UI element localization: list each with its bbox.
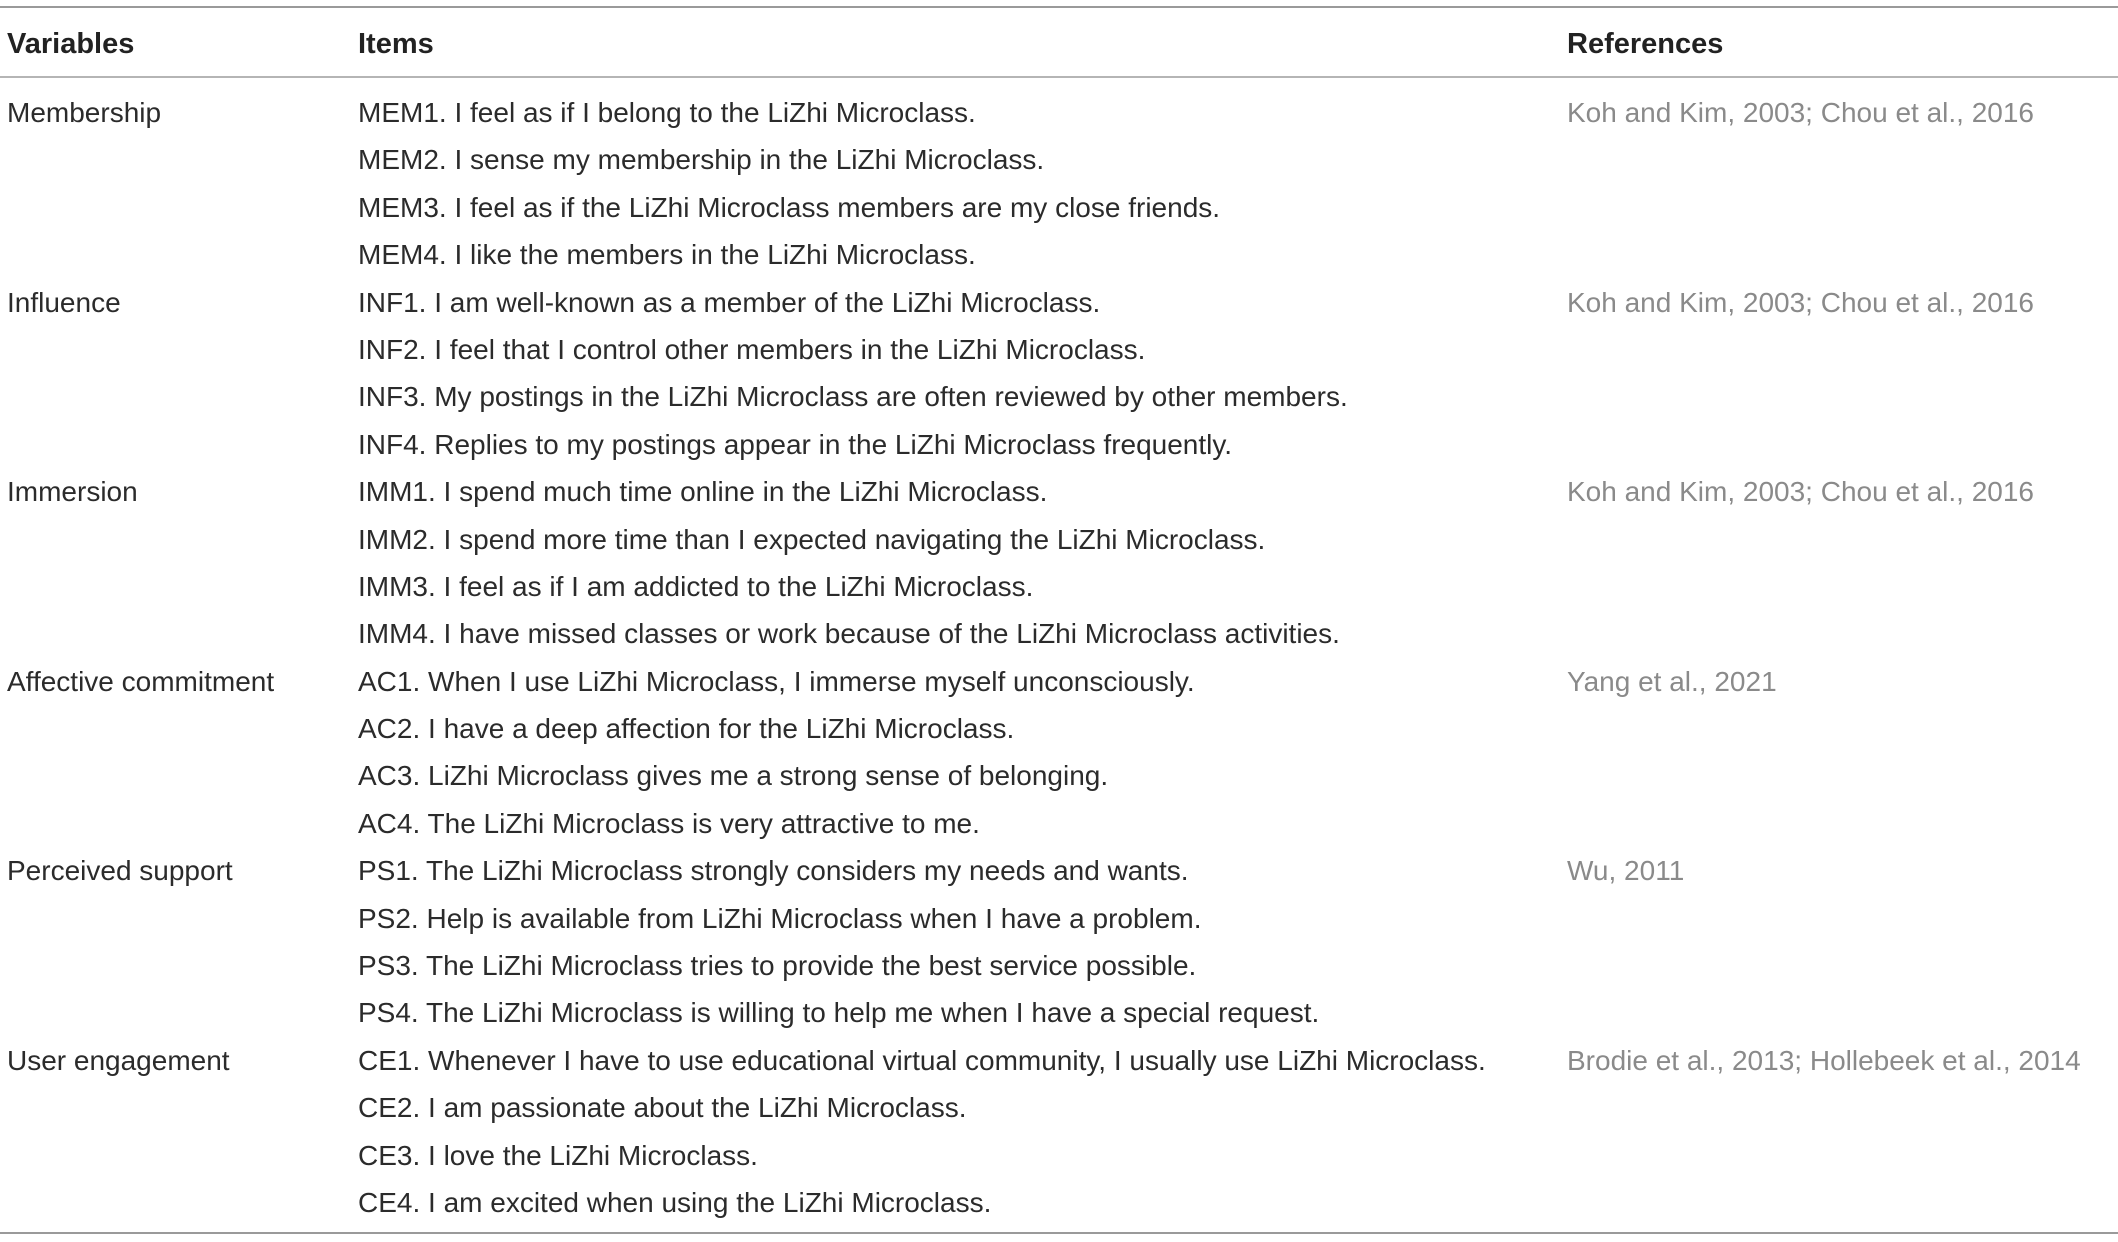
table-row [0,190,2118,237]
item-cell: PS1. The LiZhi Microclass strongly considers my needs and wants. [358,855,1189,887]
table-row [0,285,2118,332]
table-row [0,332,2118,379]
reference-link[interactable]: Chou et al., 2016 [1812,97,2034,128]
table-row [0,379,2118,426]
table-row [0,142,2118,189]
header-variables: Variables [7,28,135,60]
table-row [0,1185,2118,1232]
table-bottom-rule [0,1232,2118,1234]
item-cell: CE1. Whenever I have to use educational virtual community, I usually use LiZhi Microclass. [358,1044,1486,1076]
table-row [0,1090,2118,1137]
table-row [0,1138,2118,1185]
item-cell: MEM4. I like the members in the LiZhi Microclass. [358,239,976,271]
variable-cell: Affective commitment [7,665,275,697]
table-row [0,95,2118,142]
table-row [0,758,2118,805]
item-cell: MEM2. I sense my membership in the LiZhi Microclass. [358,144,1045,176]
item-cell: CE4. I am excited when using the LiZhi Microclass. [358,1186,992,1218]
table-row [0,995,2118,1042]
reference-link[interactable]: Koh and Kim, 2003 [1567,476,1806,508]
reference-link[interactable]: Yang et al., 2021 [1567,665,1777,697]
reference-link[interactable]: Wu, 2011 [1567,855,1685,887]
item-cell: PS3. The LiZhi Microclass tries to provide the best service possible. [358,950,1197,982]
reference-cell [1567,95,2034,131]
table-row [0,806,2118,853]
reference-separator: ; [1794,1044,1803,1076]
table-row [0,474,2118,521]
item-cell: IMM2. I spend more time than I expected navigating the LiZhi Microclass. [358,523,1266,555]
item-cell: INF3. My postings in the LiZhi Microclass are often reviewed by other members. [358,381,1348,413]
table-row [0,237,2118,284]
table-header-row [0,6,2118,78]
reference-cell [1567,285,2034,321]
item-cell: PS4. The LiZhi Microclass is willing to help me when I have a special request. [358,997,1320,1029]
item-cell: AC4. The LiZhi Microclass is very attractive to me. [358,807,980,839]
table-row [0,711,2118,758]
reference-cell [1567,664,1777,700]
header-items: Items [358,28,434,60]
variable-cell: Membership [7,97,162,128]
reference-link[interactable]: Chou et al., 2016 [1812,476,2034,508]
item-cell: AC1. When I use LiZhi Microclass, I immerse myself unconsciously. [358,665,1195,697]
item-cell: INF4. Replies to my postings appear in the LiZhi Microclass frequently. [358,428,1233,460]
table-row [0,427,2118,474]
reference-separator: ; [1805,286,1813,318]
item-cell: AC2. I have a deep affection for the LiZhi Microclass. [358,713,1015,745]
table-header-rule [0,76,2118,78]
reference-separator: ; [1805,97,1813,128]
item-cell: CE3. I love the LiZhi Microclass. [358,1139,758,1171]
reference-cell [1567,853,1684,889]
reference-cell [1567,474,2034,510]
table-row [0,853,2118,900]
table-row [0,569,2118,616]
reference-link[interactable]: Chou et al., 2016 [1812,286,2034,318]
reference-link[interactable]: Koh and Kim, 2003 [1567,286,1806,318]
item-cell: AC3. LiZhi Microclass gives me a strong sense of belonging. [358,760,1109,792]
variable-cell: Immersion [7,476,138,508]
item-cell: PS2. Help is available from LiZhi Microclass when I have a problem. [358,902,1202,934]
table-row [0,1043,2118,1090]
item-cell: INF1. I am well-known as a member of the LiZhi Microclass. [358,286,1101,318]
table-row [0,948,2118,995]
variable-cell: User engagement [7,1044,230,1076]
reference-separator: ; [1805,476,1813,508]
item-cell: IMM4. I have missed classes or work because of the LiZhi Microclass activities. [358,618,1340,650]
reference-link[interactable]: Hollebeek et al., 2014 [1802,1044,2081,1076]
item-cell: MEM3. I feel as if the LiZhi Microclass members are my close friends. [358,191,1221,223]
item-cell: INF2. I feel that I control other members in the LiZhi Microclass. [358,333,1146,365]
variable-cell: Perceived support [7,855,233,887]
header-references: References [1567,28,1724,60]
table-body [0,95,2118,1232]
table-row [0,664,2118,711]
item-cell: MEM1. I feel as if I belong to the LiZhi Microclass. [358,97,976,128]
item-cell: IMM3. I feel as if I am addicted to the LiZhi Microclass. [358,570,1034,602]
reference-link[interactable]: Koh and Kim, 2003 [1567,97,1806,128]
item-cell: CE2. I am passionate about the LiZhi Microclass. [358,1092,967,1124]
table-row [0,901,2118,948]
reference-link[interactable]: Brodie et al., 2013 [1567,1044,1795,1076]
table-row [0,616,2118,663]
variable-cell: Influence [7,286,121,318]
reference-cell [1567,1043,2081,1079]
item-cell: IMM1. I spend much time online in the LiZhi Microclass. [358,476,1048,508]
table-row [0,522,2118,569]
